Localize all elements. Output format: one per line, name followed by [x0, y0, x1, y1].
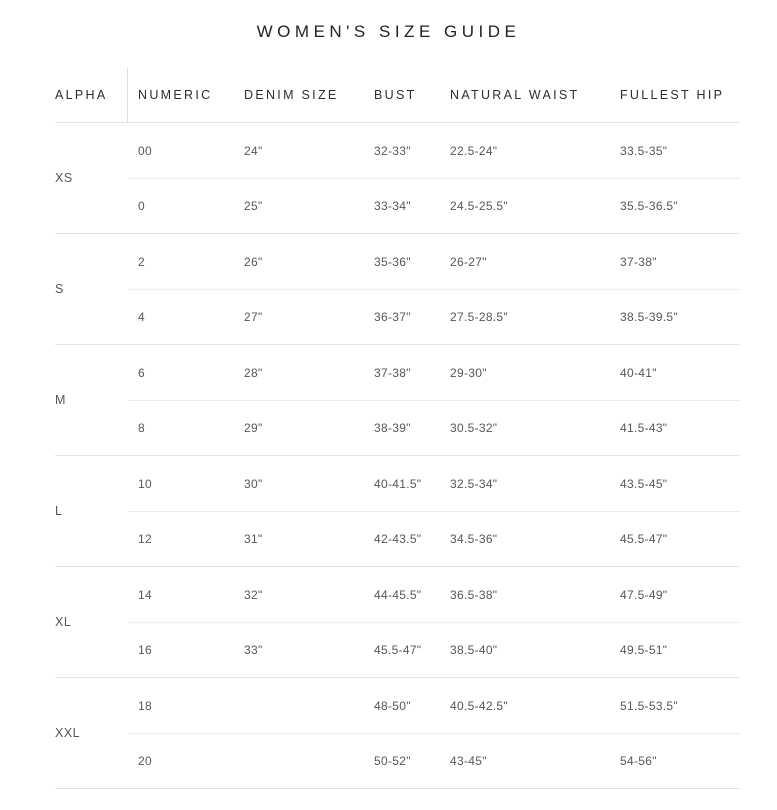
- denim-size-cell: 26": [244, 254, 263, 269]
- numeric-size-cell: 12: [138, 531, 152, 546]
- fullest-hip-cell: 33.5-35": [620, 143, 668, 158]
- alpha-size-label: L: [55, 504, 63, 518]
- bust-cell: 42-43.5": [374, 531, 422, 546]
- table-header-row: [55, 55, 740, 123]
- denim-size-cell: 30": [244, 476, 263, 491]
- table-row: [55, 400, 740, 455]
- numeric-size-cell: 00: [138, 143, 152, 158]
- natural-waist-cell: 30.5-32": [450, 420, 498, 435]
- page-title: WOMEN'S SIZE GUIDE: [256, 22, 521, 41]
- bust-cell: 37-38": [374, 365, 411, 380]
- bust-cell: 36-37": [374, 309, 411, 324]
- natural-waist-cell: 43-45": [450, 753, 487, 768]
- fullest-hip-cell: 40-41": [620, 365, 657, 380]
- alpha-column-divider: [127, 68, 128, 122]
- natural-waist-cell: 24.5-25.5": [450, 198, 508, 213]
- column-header-natural-waist: NATURAL WAIST: [450, 87, 580, 102]
- denim-size-cell: 31": [244, 531, 263, 546]
- size-group-xs: [55, 123, 740, 234]
- natural-waist-cell: 22.5-24": [450, 143, 498, 158]
- table-row: [55, 345, 740, 400]
- bust-cell: 50-52": [374, 753, 411, 768]
- numeric-size-cell: 16: [138, 642, 152, 657]
- bust-cell: 35-36": [374, 254, 411, 269]
- fullest-hip-cell: 54-56": [620, 753, 657, 768]
- fullest-hip-cell: 38.5-39.5": [620, 309, 678, 324]
- natural-waist-cell: 40.5-42.5": [450, 698, 508, 713]
- bust-cell: 32-33": [374, 143, 411, 158]
- bust-cell: 48-50": [374, 698, 411, 713]
- fullest-hip-cell: 45.5-47": [620, 531, 668, 546]
- table-row: [55, 567, 740, 622]
- numeric-size-cell: 10: [138, 476, 152, 491]
- bust-cell: 40-41.5": [374, 476, 422, 491]
- natural-waist-cell: 26-27": [450, 254, 487, 269]
- natural-waist-cell: 27.5-28.5": [450, 309, 508, 324]
- alpha-size-label: XL: [55, 615, 72, 629]
- denim-size-cell: 24": [244, 143, 263, 158]
- numeric-size-cell: 20: [138, 753, 152, 768]
- numeric-size-cell: 8: [138, 420, 145, 435]
- fullest-hip-cell: 51.5-53.5": [620, 698, 678, 713]
- table-row: [55, 678, 740, 733]
- bust-cell: 38-39": [374, 420, 411, 435]
- table-row: [55, 234, 740, 289]
- fullest-hip-cell: 41.5-43": [620, 420, 668, 435]
- natural-waist-cell: 29-30": [450, 365, 487, 380]
- alpha-size-label: S: [55, 282, 64, 296]
- numeric-size-cell: 2: [138, 254, 145, 269]
- numeric-size-cell: 14: [138, 587, 152, 602]
- natural-waist-cell: 32.5-34": [450, 476, 498, 491]
- column-header-numeric: NUMERIC: [138, 87, 213, 102]
- bust-cell: 45.5-47": [374, 642, 422, 657]
- table-row: [55, 733, 740, 788]
- bust-cell: 44-45.5": [374, 587, 422, 602]
- denim-size-cell: 32": [244, 587, 263, 602]
- numeric-size-cell: 18: [138, 698, 152, 713]
- natural-waist-cell: 34.5-36": [450, 531, 498, 546]
- natural-waist-cell: 38.5-40": [450, 642, 498, 657]
- denim-size-cell: 27": [244, 309, 263, 324]
- size-guide-table: [0, 55, 777, 789]
- fullest-hip-cell: 43.5-45": [620, 476, 668, 491]
- column-header-denim-size: DENIM SIZE: [244, 87, 339, 102]
- denim-size-cell: 29": [244, 420, 263, 435]
- alpha-size-label: M: [55, 393, 66, 407]
- bust-cell: 33-34": [374, 198, 411, 213]
- table-row: [55, 178, 740, 233]
- size-group-xxl: [55, 678, 740, 789]
- alpha-size-label: XS: [55, 171, 73, 185]
- column-header-bust: BUST: [374, 87, 417, 102]
- title-wrap: [0, 0, 777, 55]
- numeric-size-cell: 0: [138, 198, 145, 213]
- size-group-m: [55, 345, 740, 456]
- size-group-xl: [55, 567, 740, 678]
- column-header-alpha: ALPHA: [55, 87, 108, 102]
- denim-size-cell: 28": [244, 365, 263, 380]
- denim-size-cell: 33": [244, 642, 263, 657]
- fullest-hip-cell: 49.5-51": [620, 642, 668, 657]
- natural-waist-cell: 36.5-38": [450, 587, 498, 602]
- alpha-size-label: XXL: [55, 726, 81, 740]
- fullest-hip-cell: 47.5-49": [620, 587, 668, 602]
- numeric-size-cell: 6: [138, 365, 145, 380]
- denim-size-cell: 25": [244, 198, 263, 213]
- table-row: [55, 511, 740, 566]
- table-row: [55, 622, 740, 677]
- numeric-size-cell: 4: [138, 309, 145, 324]
- size-group-l: [55, 456, 740, 567]
- fullest-hip-cell: 35.5-36.5": [620, 198, 678, 213]
- column-header-fullest-hip: FULLEST HIP: [620, 87, 725, 102]
- table-row: [55, 289, 740, 344]
- size-group-s: [55, 234, 740, 345]
- fullest-hip-cell: 37-38": [620, 254, 657, 269]
- table-row: [55, 456, 740, 511]
- table-row: [55, 123, 740, 178]
